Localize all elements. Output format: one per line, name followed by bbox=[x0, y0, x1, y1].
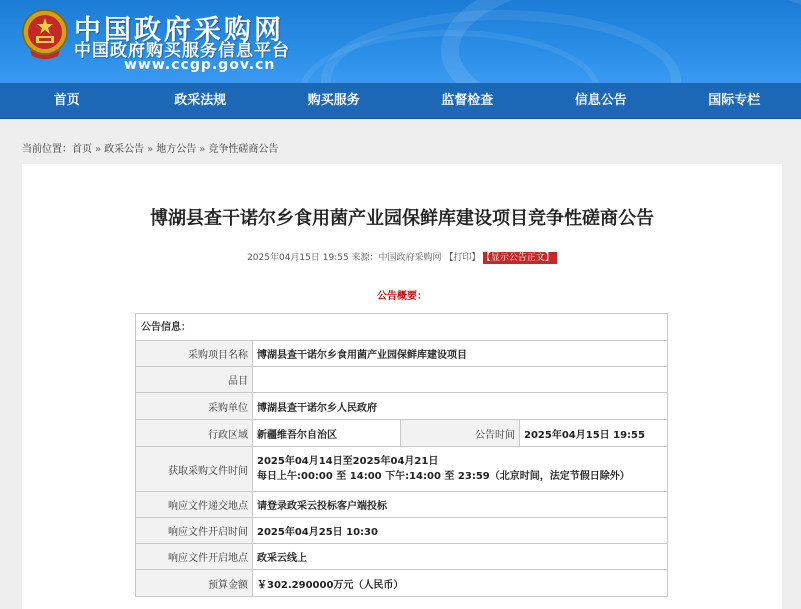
submit-place-value: 请登录政采云投标客户端投标 bbox=[257, 501, 387, 512]
table-row bbox=[136, 570, 667, 596]
row-label: 采购项目名称 bbox=[136, 341, 253, 366]
site-header bbox=[0, 0, 801, 83]
main-nav bbox=[0, 83, 801, 119]
doc-time-hours: 每日上午:00:00 至 14:00 下午:14:00 至 23:59（北京时间，法定节假日除外） bbox=[257, 471, 630, 482]
breadcrumb-item-announcements[interactable]: 政采公告 bbox=[104, 144, 145, 155]
row-label: 响应文件开启地点 bbox=[136, 544, 253, 569]
content-panel bbox=[22, 164, 782, 609]
breadcrumb-separator: » bbox=[199, 144, 206, 155]
row-label: 品目 bbox=[136, 367, 253, 392]
show-content-button[interactable]: 【显示公告正文】 bbox=[483, 252, 557, 264]
doc-time-dates: 2025年04月14日至2025年04月21日 bbox=[257, 456, 439, 467]
table-row bbox=[136, 447, 667, 492]
breadcrumb-item-local[interactable]: 地方公告 bbox=[156, 144, 197, 155]
table-row bbox=[136, 367, 667, 393]
national-emblem-icon[interactable] bbox=[20, 8, 70, 60]
info-heading: 公告信息： bbox=[136, 314, 667, 341]
table-row bbox=[136, 544, 667, 570]
breadcrumb-item-consultation[interactable]: 竞争性磋商公告 bbox=[208, 144, 279, 155]
budget-value: ￥302.290000万元（人民币） bbox=[257, 579, 404, 591]
nav-home[interactable]: 首页 bbox=[53, 93, 80, 108]
table-row bbox=[136, 341, 667, 367]
table-row bbox=[136, 492, 667, 518]
breadcrumb bbox=[22, 140, 278, 155]
page-title: 博湖县查干诺尔乡食用菌产业园保鲜库建设项目竞争性磋商公告 bbox=[150, 208, 654, 229]
info-table bbox=[135, 313, 668, 597]
row-label: 采购单位 bbox=[136, 393, 253, 419]
doc-time-value bbox=[253, 447, 667, 491]
row-label: 公告时间 bbox=[401, 420, 520, 446]
site-subtitle: 中国政府购买服务信息平台 bbox=[74, 41, 290, 61]
site-url[interactable]: www.ccgp.gov.cn bbox=[124, 57, 276, 73]
project-name-value: 博湖县查干诺尔乡食用菌产业园保鲜库建设项目 bbox=[257, 350, 467, 361]
site-name[interactable]: 中国政府采购网 bbox=[74, 15, 284, 46]
nav-regulations[interactable]: 政采法规 bbox=[174, 93, 227, 108]
overview-label: 公告概要： bbox=[377, 291, 427, 302]
nav-purchase-services[interactable]: 购买服务 bbox=[307, 93, 360, 108]
open-time-value: 2025年04月25日 10:30 bbox=[257, 527, 378, 538]
category-value bbox=[253, 367, 667, 392]
open-place-value: 政采云线上 bbox=[257, 553, 307, 564]
nav-supervision[interactable]: 监督检查 bbox=[441, 93, 494, 108]
publish-time-value: 2025年04月15日 19:55 bbox=[524, 429, 645, 441]
table-row bbox=[136, 420, 667, 447]
row-label: 获取采购文件时间 bbox=[136, 447, 253, 491]
nav-announcements[interactable]: 信息公告 bbox=[574, 93, 627, 108]
breadcrumb-separator: » bbox=[95, 144, 102, 155]
row-label: 预算金额 bbox=[136, 570, 253, 596]
table-row bbox=[136, 393, 667, 420]
breadcrumb-separator: » bbox=[147, 144, 154, 155]
row-label: 响应文件递交地点 bbox=[136, 492, 253, 517]
article-meta bbox=[22, 250, 782, 263]
row-label: 响应文件开启时间 bbox=[136, 518, 253, 543]
article-meta-text: 2025年04月15日 19:55 来源：中国政府采购网 【打印】 bbox=[247, 253, 481, 263]
row-label: 行政区域 bbox=[136, 420, 253, 446]
table-row bbox=[136, 518, 667, 544]
region-value: 新疆维吾尔自治区 bbox=[253, 420, 401, 446]
breadcrumb-prefix: 当前位置： bbox=[22, 144, 72, 155]
breadcrumb-item-home[interactable]: 首页 bbox=[72, 144, 92, 155]
nav-international[interactable]: 国际专栏 bbox=[708, 93, 761, 108]
buyer-value: 博湖县查干诺尔乡人民政府 bbox=[257, 402, 377, 414]
